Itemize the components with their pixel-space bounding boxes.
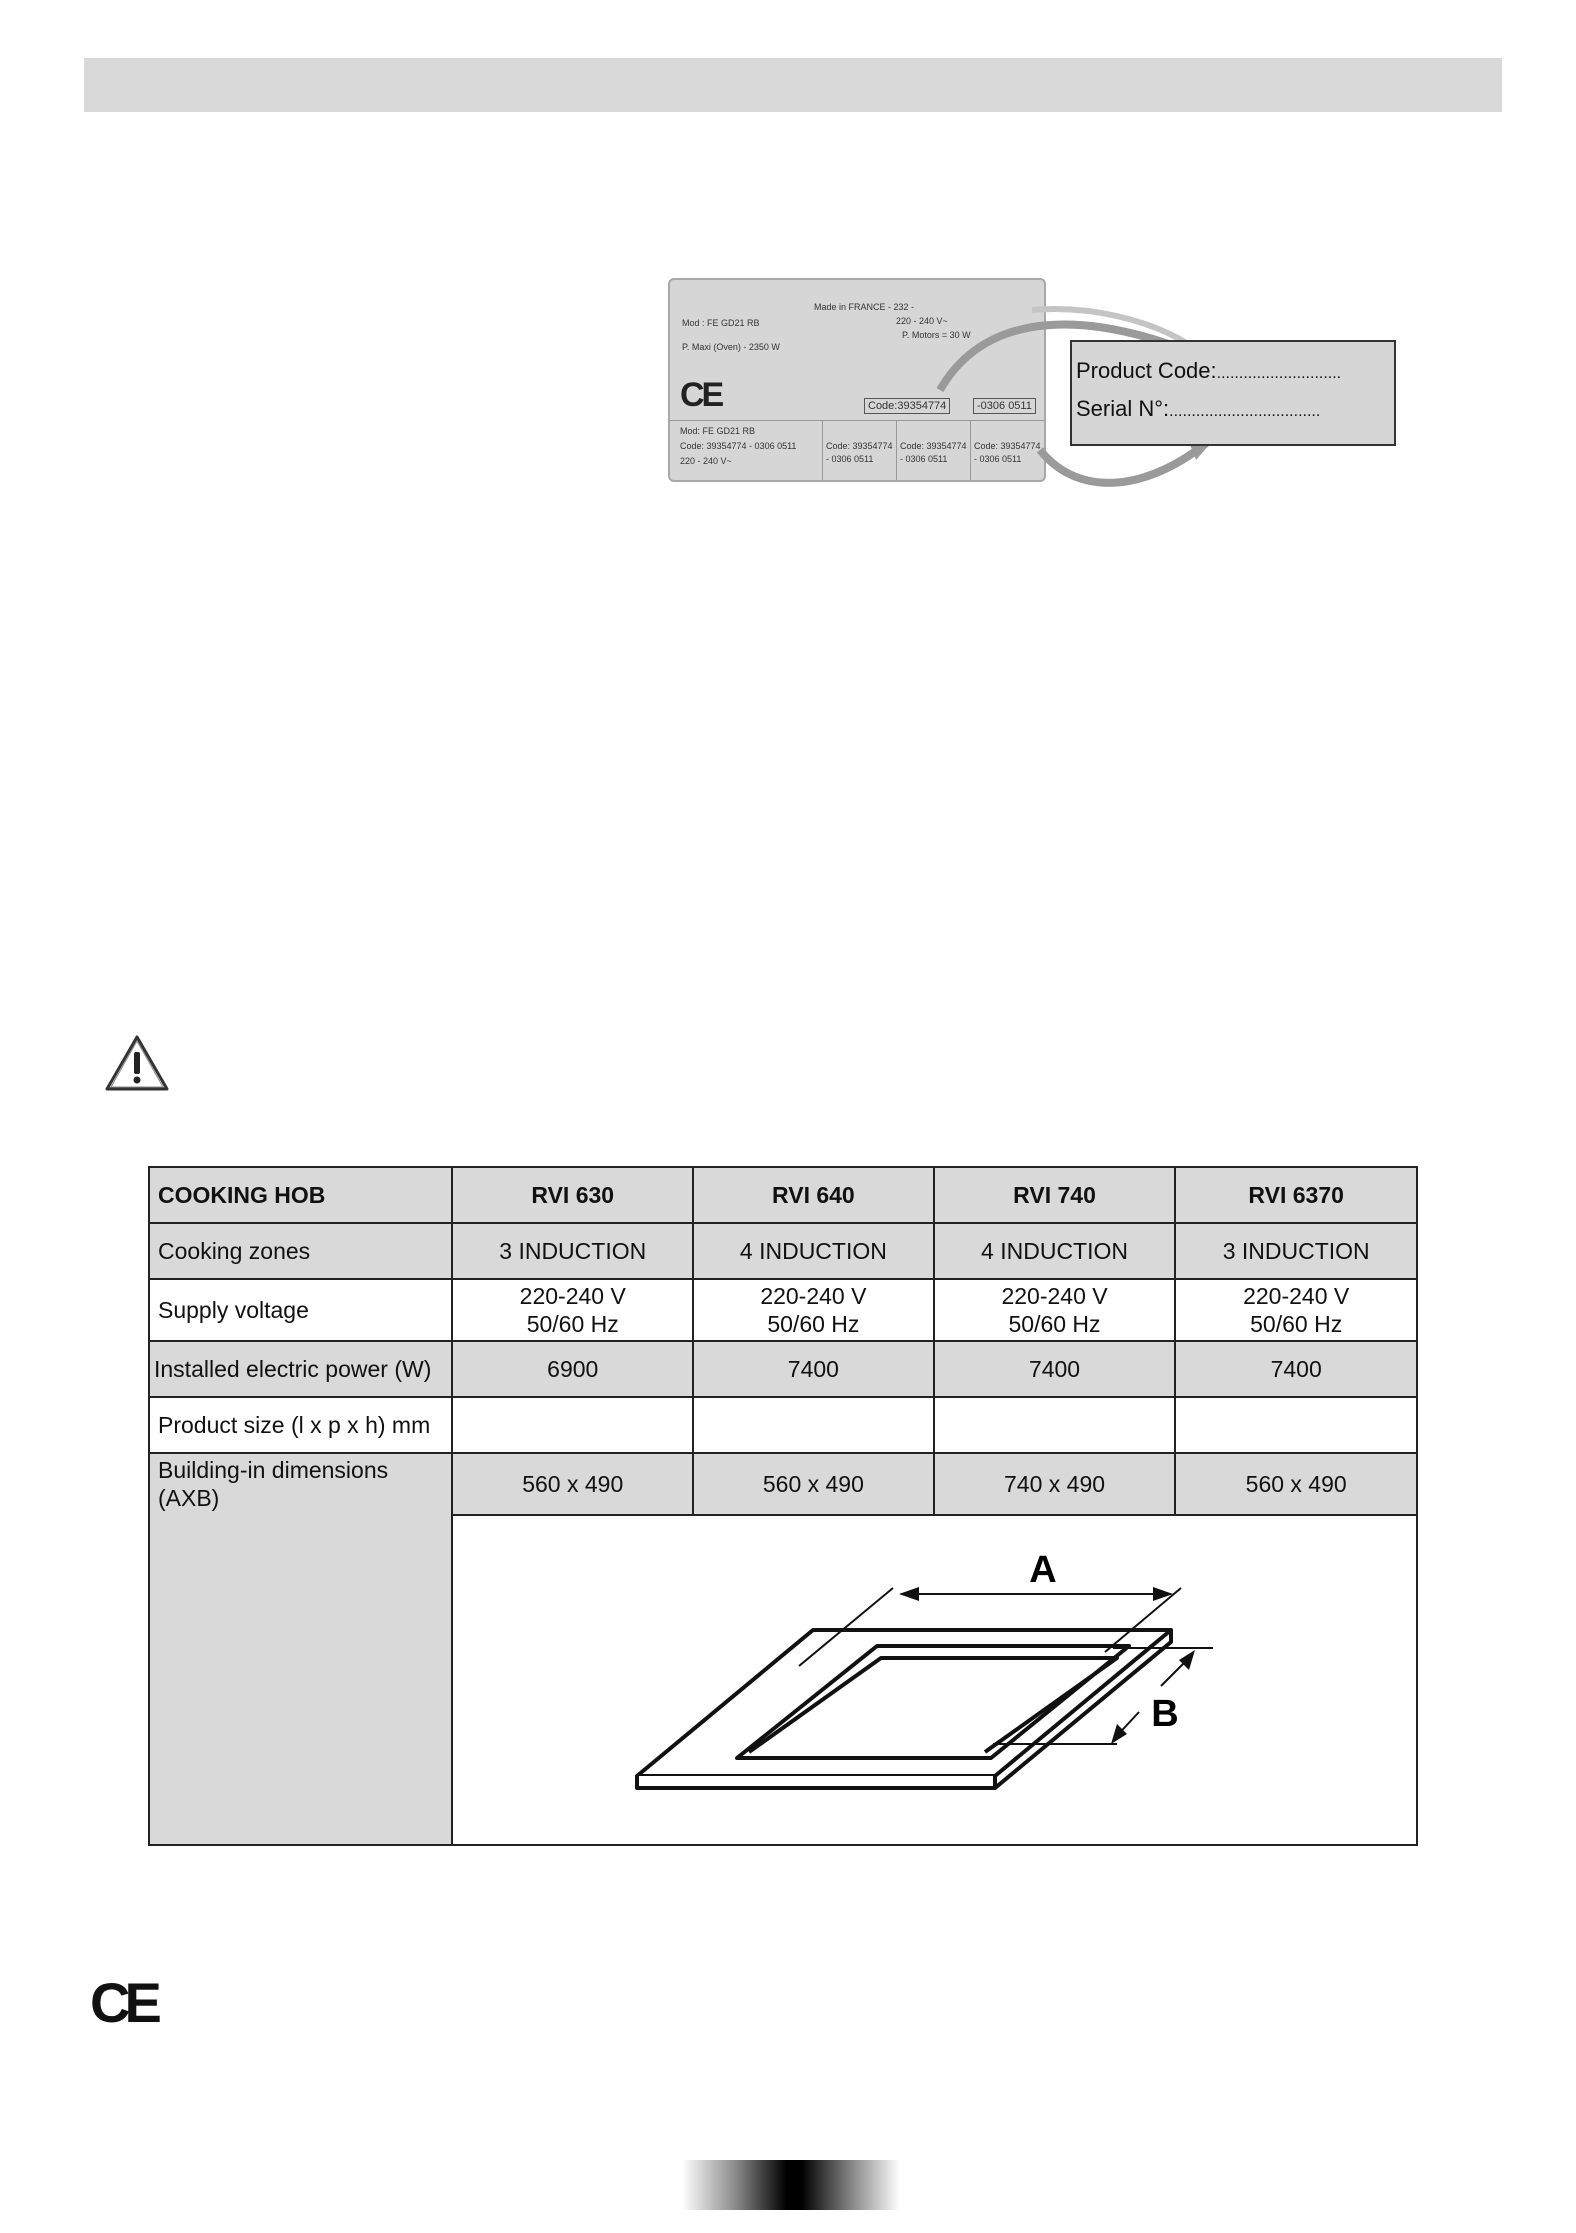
- frequency-value: 50/60 Hz: [526, 1311, 619, 1337]
- table-cell: 560 x 490: [1175, 1453, 1417, 1515]
- table-cell: [693, 1397, 934, 1453]
- row-label: Cooking zones: [149, 1223, 452, 1279]
- plate-model: Mod : FE GD21 RB: [682, 318, 760, 328]
- plate-stub-code: Code: 39354774: [974, 441, 1041, 451]
- voltage-value: 220-240 V: [1243, 1283, 1350, 1309]
- plate-stub-divider: [822, 420, 823, 480]
- voltage-value: 220-240 V: [519, 1283, 626, 1309]
- ce-mark: CE: [90, 1971, 156, 2034]
- table-cell: [693, 1279, 934, 1341]
- table-row-cooking-zones: [149, 1223, 1417, 1279]
- plate-stub-serial: - 0306 0511: [826, 454, 874, 464]
- frequency-value: 50/60 Hz: [1250, 1311, 1343, 1337]
- table-cell: 7400: [1175, 1341, 1417, 1397]
- table-row-supply-voltage: [149, 1279, 1417, 1341]
- row-label: Product size (l x p x h) mm: [149, 1397, 452, 1453]
- serial-dots: ..................................: [1169, 403, 1321, 420]
- table-cell: 560 x 490: [452, 1453, 693, 1515]
- table-cell: 4 INDUCTION: [934, 1223, 1176, 1279]
- row-label-line: Building-in dimensions: [158, 1457, 389, 1483]
- plate-stub-code: Code: 39354774: [826, 441, 893, 451]
- product-code-dots: ............................: [1216, 365, 1342, 382]
- plate-power-maxi: P. Maxi (Oven) - 2350 W: [682, 342, 780, 352]
- plate-code-box: Code:39354774: [864, 398, 950, 414]
- table-cell: [1175, 1279, 1417, 1341]
- plate-stub-code: Code: 39354774: [900, 441, 967, 451]
- plate-stub-serial: - 0306 0511: [974, 454, 1022, 464]
- plate-bottom-model: Mod: FE GD21 RB: [680, 426, 756, 436]
- header-bar: [84, 58, 1502, 112]
- page-number-tab: [682, 2160, 900, 2210]
- dimension-label-a: A: [1029, 1549, 1058, 1591]
- table-cell: [934, 1397, 1176, 1453]
- spec-table: [148, 1166, 1418, 1846]
- row-label-line: (AXB): [158, 1485, 220, 1511]
- cutout-diagram: [453, 1516, 1417, 1842]
- plate-bottom-code: Code: 39354774 - 0306 0511: [680, 441, 797, 451]
- table-cell: [1175, 1397, 1417, 1453]
- voltage-value: 220-240 V: [1001, 1283, 1108, 1309]
- table-header: RVI 630: [452, 1167, 693, 1223]
- table-cell: 7400: [934, 1341, 1176, 1397]
- row-label: Supply voltage: [149, 1279, 452, 1341]
- plate-power-motors: P. Motors = 30 W: [902, 330, 971, 340]
- table-cell: 6900: [452, 1341, 693, 1397]
- dimension-label-b: B: [1151, 1693, 1180, 1735]
- plate-bottom-voltage: 220 - 240 V~: [680, 456, 732, 466]
- plate-stub-divider: [896, 420, 897, 480]
- plate-made-in: Made in FRANCE - 232 -: [814, 302, 915, 312]
- product-code-label: Product Code:: [1076, 358, 1217, 383]
- table-cell: 3 INDUCTION: [1175, 1223, 1417, 1279]
- cutout-diagram-cell: [452, 1515, 1417, 1845]
- plate-serial-box: -0306 0511: [973, 398, 1036, 414]
- table-cell: [452, 1279, 693, 1341]
- table-cell: 4 INDUCTION: [693, 1223, 934, 1279]
- table-cell: 560 x 490: [693, 1453, 934, 1515]
- table-cell: 7400: [693, 1341, 934, 1397]
- plate-ce-mark: CE: [680, 376, 722, 414]
- table-row-building-in: [149, 1453, 1417, 1515]
- plate-stub-serial: - 0306 0511: [900, 454, 948, 464]
- row-label: Installed electric power (W): [149, 1341, 452, 1397]
- plate-voltage: 220 - 240 V~: [896, 316, 948, 326]
- table-header-row: [149, 1167, 1417, 1223]
- table-cell: 3 INDUCTION: [452, 1223, 693, 1279]
- table-cell: [934, 1279, 1176, 1341]
- table-cell: [452, 1397, 693, 1453]
- frequency-value: 50/60 Hz: [767, 1311, 860, 1337]
- table-header: RVI 640: [693, 1167, 934, 1223]
- table-row-product-size: [149, 1397, 1417, 1453]
- warning-triangle-icon: [104, 1034, 170, 1092]
- table-header: RVI 6370: [1175, 1167, 1417, 1223]
- table-cell: 740 x 490: [934, 1453, 1176, 1515]
- row-label: [149, 1453, 452, 1845]
- table-row-power: [149, 1341, 1417, 1397]
- table-header: RVI 740: [934, 1167, 1176, 1223]
- table-header: COOKING HOB: [149, 1167, 452, 1223]
- product-id-box: [1070, 340, 1396, 446]
- frequency-value: 50/60 Hz: [1008, 1311, 1101, 1337]
- voltage-value: 220-240 V: [760, 1283, 867, 1309]
- serial-label: Serial N°:: [1076, 396, 1170, 421]
